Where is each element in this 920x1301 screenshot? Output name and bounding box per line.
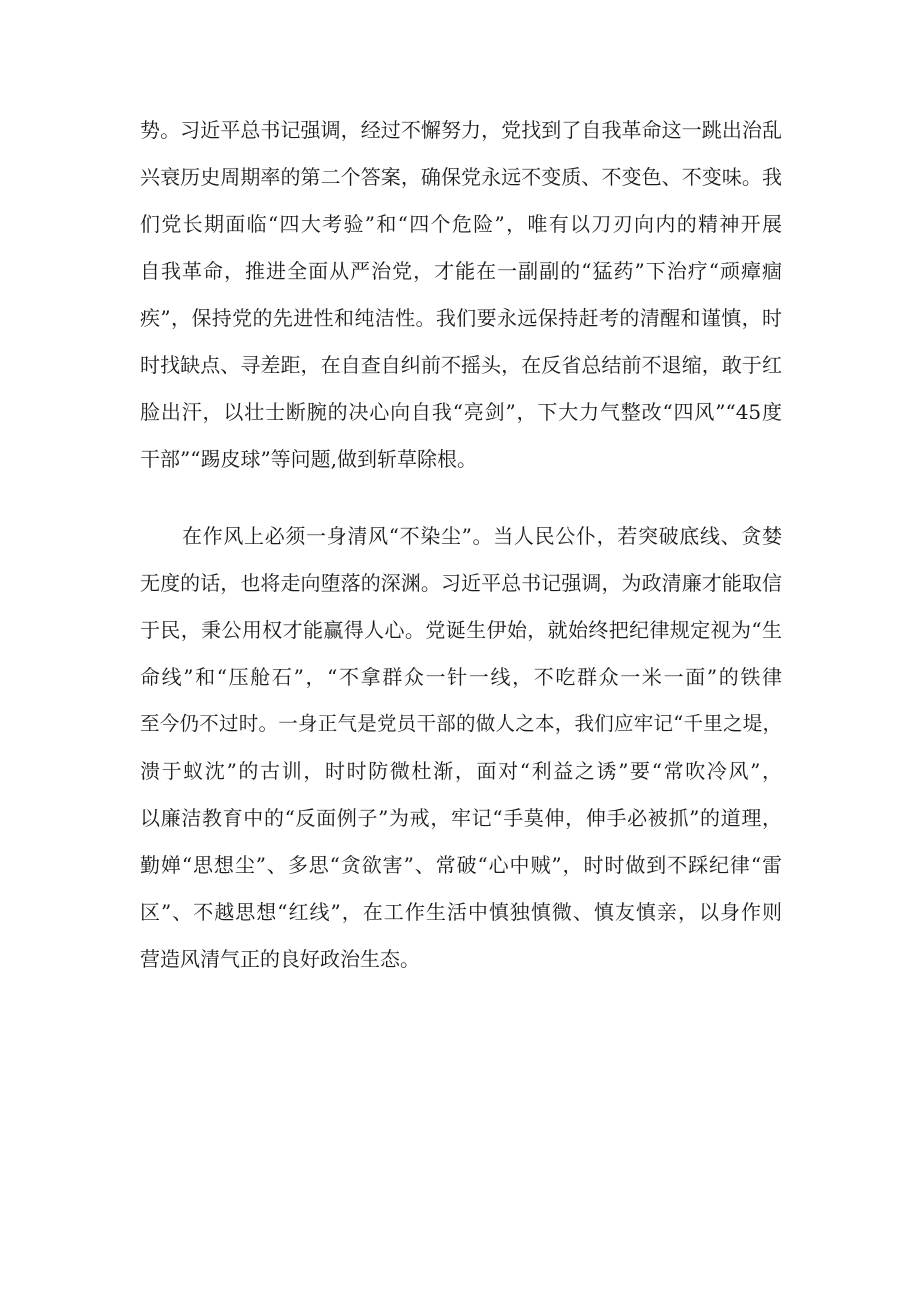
paragraph-2-line-4: 命线”和“压舱石”，“不拿群众一针一线，不吃群众一米一面”的铁律 — [140, 665, 782, 689]
paragraph-2-line-6: 溃于蚁沈”的古训，时时防微杜渐，面对“利益之诱”要“常吹冷风”， — [140, 759, 782, 783]
paragraph-1-line-3: 们党长期面临“四大考验”和“四个危险”，唯有以刀刃向内的精神开展 — [140, 212, 782, 236]
paragraph-1-line-1: 势。习近平总书记强调，经过不懈努力，党找到了自我革命这一跳出治乱 — [140, 118, 782, 142]
paragraph-2-line-3: 于民，秉公用权才能赢得人心。党诞生伊始，就始终把纪律规定视为“生 — [140, 618, 782, 642]
paragraph-2-line-8: 勤婵“思想尘”、多思“贪欲害”、常破“心中贼”，时时做到不踩纪律“雷 — [140, 853, 782, 877]
paragraph-1-line-5: 疾”，保持党的先进性和纯洁性。我们要永远保持赶考的清醒和谨慎，时 — [140, 306, 782, 330]
paragraph-1-line-7: 脸出汗，以壮士断腕的决心向自我“亮剑”，下大力气整改“四风”“45度 — [140, 400, 782, 424]
paragraph-1-line-6: 时找缺点、寻差距，在自查自纠前不摇头，在反省总结前不退缩，敢于红 — [140, 353, 782, 377]
paragraph-2-line-1: 在作风上必须一身清风“不染尘”。当人民公仆，若突破底线、贪婪 — [182, 524, 782, 548]
paragraph-2-line-5: 至今仍不过时。一身正气是党员干部的做人之本，我们应牢记“千里之堤， — [140, 712, 782, 735]
paragraph-2-line-10: 营造风清气正的良好政治生态。 — [140, 947, 420, 971]
paragraph-2-line-7: 以廉洁教育中的“反面例子”为戒，牢记“手莫伸，伸手必被抓”的道理， — [140, 806, 782, 830]
paragraph-2-line-2: 无度的话，也将走向堕落的深渊。习近平总书记强调，为政清廉才能取信 — [140, 571, 782, 595]
paragraph-1-line-2: 兴衰历史周期率的第二个答案，确保党永远不变质、不变色、不变味。我 — [140, 165, 782, 189]
paragraph-1-line-8: 干部”“踢皮球”等问题,做到斩草除根。 — [140, 447, 478, 471]
paragraph-1-line-4: 自我革命，推进全面从严治党，才能在一副副的“猛药”下治疗“顽瘴痼 — [140, 259, 782, 283]
paragraph-2-line-9: 区”、不越思想“红线”，在工作生活中慎独慎微、慎友慎亲，以身作则 — [140, 900, 782, 924]
